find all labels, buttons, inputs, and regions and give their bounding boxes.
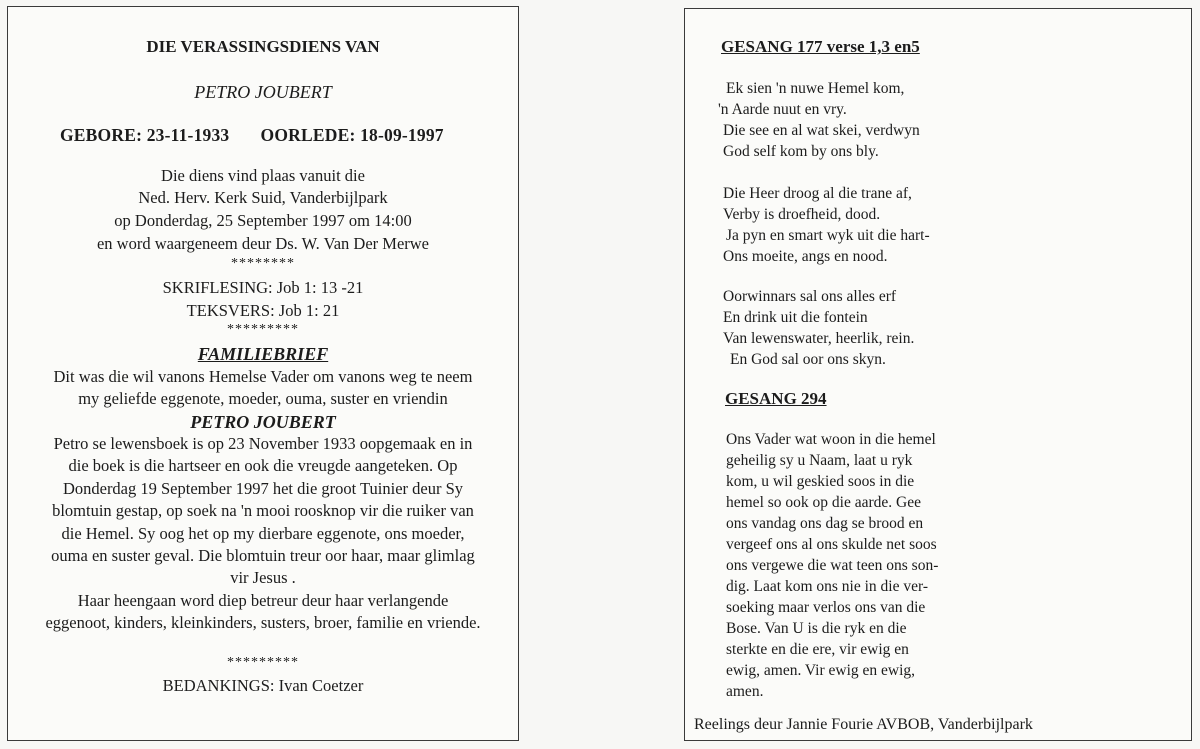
hymn-line: En God sal oor ons skyn. — [730, 351, 886, 368]
hymn-line: En drink uit die fontein — [723, 309, 868, 326]
thanks-line: BEDANKINGS: Ivan Coetzer — [162, 676, 364, 695]
letter-line: die Hemel. Sy oog het op my dierbare eggenote, ons moeder, — [61, 524, 465, 543]
prayer-line: Bose. Van U is die ryk en die — [726, 620, 907, 637]
right-page — [684, 8, 1192, 741]
dates-line — [60, 127, 444, 145]
deceased-name: PETRO JOUBERT — [194, 82, 332, 102]
hymn-line: Die Heer droog al die trane af, — [723, 185, 912, 202]
hymn-line: Ja pyn en smart wyk uit die hart- — [726, 227, 930, 244]
hymn-line: 'n Aarde nuut en vry. — [718, 101, 847, 118]
arrangements-footer: Reelings deur Jannie Fourie AVBOB, Vanderbijlpark — [694, 716, 1033, 733]
died-date: 18-09-1997 — [360, 125, 444, 145]
gesang-177-title: GESANG 177 verse 1,3 en5 — [721, 37, 920, 56]
separator-stars: ******** — [231, 256, 295, 271]
service-line: op Donderdag, 25 September 1997 om 14:00 — [114, 211, 412, 230]
letter-line: ouma en suster geval. Die blomtuin treur oor haar, maar glimlag — [51, 546, 475, 565]
prayer-line: hemel so ook op die aarde. Gee — [726, 494, 921, 511]
text-verse: TEKSVERS: Job 1: 21 — [186, 301, 340, 320]
letter-line: Donderdag 19 September 1997 het die groot Tuinier deur Sy — [62, 479, 464, 498]
letter-line: die boek is die hartseer en ook die vreugde aangeteken. Op — [68, 456, 458, 475]
service-title: DIE VERASSINGSDIENS VAN — [146, 37, 380, 56]
prayer-line: soeking maar verlos ons van die — [726, 599, 926, 616]
prayer-line: Ons Vader wat woon in die hemel — [726, 431, 936, 448]
prayer-line: vergeef ons al ons skulde net soos — [726, 536, 937, 553]
scripture-reading: SKRIFLESING: Job 1: 13 -21 — [162, 278, 364, 297]
prayer-line: ons vandag ons dag se brood en — [726, 515, 924, 532]
prayer-line: kom, u wil geskied soos in die — [726, 473, 915, 490]
letter-line: my geliefde eggenote, moeder, ouma, suster en vriendin — [78, 389, 448, 408]
prayer-line: ons vergewe die wat teen ons son- — [726, 557, 939, 574]
hymn-line: God self kom by ons bly. — [723, 143, 879, 160]
letter-name: PETRO JOUBERT — [190, 412, 336, 432]
prayer-line: geheilig sy u Naam, laat u ryk — [726, 452, 913, 469]
letter-line: blomtuin gestap, op soek na 'n mooi roosknop vir die ruiker van — [52, 501, 474, 520]
service-line: Ned. Herv. Kerk Suid, Vanderbijlpark — [138, 188, 388, 207]
letter-line: Haar heengaan word diep betreur deur haar verlangende — [77, 591, 449, 610]
left-page — [7, 6, 519, 741]
hymn-line: Van lewenswater, heerlik, rein. — [723, 330, 915, 347]
hymn-line: Die see en al wat skei, verdwyn — [723, 122, 920, 139]
died-label: OORLEDE: — [260, 125, 356, 145]
prayer-line: amen. — [726, 683, 764, 700]
service-line: en word waargeneem deur Ds. W. Van Der Merwe — [96, 234, 430, 253]
hymn-line: Verby is droefheid, dood. — [723, 206, 881, 223]
prayer-line: dig. Laat kom ons nie in die ver- — [726, 578, 928, 595]
service-line: Die diens vind plaas vanuit die — [161, 166, 365, 185]
prayer-line: sterkte en die ere, vir ewig en — [726, 641, 909, 658]
separator-stars: ********* — [227, 655, 299, 670]
hymn-line: Ek sien 'n nuwe Hemel kom, — [726, 80, 905, 97]
family-letter-heading: FAMILIEBRIEF — [197, 344, 329, 364]
letter-line: vir Jesus . — [230, 568, 296, 587]
prayer-line: ewig, amen. Vir ewig en ewig, — [726, 662, 916, 679]
gesang-294-title: GESANG 294 — [725, 389, 827, 408]
letter-line: Petro se lewensboek is op 23 November 1933 oopgemaak en in — [53, 434, 473, 453]
letter-line: Dit was die wil vanons Hemelse Vader om vanons weg te neem — [53, 367, 473, 386]
hymn-line: Ons moeite, angs en nood. — [723, 248, 888, 265]
born-date: 23-11-1933 — [146, 125, 230, 145]
letter-line: eggenoot, kinders, kleinkinders, susters, broer, familie en vriende. — [45, 613, 481, 632]
separator-stars: ********* — [227, 322, 299, 337]
born-label: GEBORE: — [60, 125, 143, 145]
hymn-line: Oorwinnars sal ons alles erf — [723, 288, 897, 305]
